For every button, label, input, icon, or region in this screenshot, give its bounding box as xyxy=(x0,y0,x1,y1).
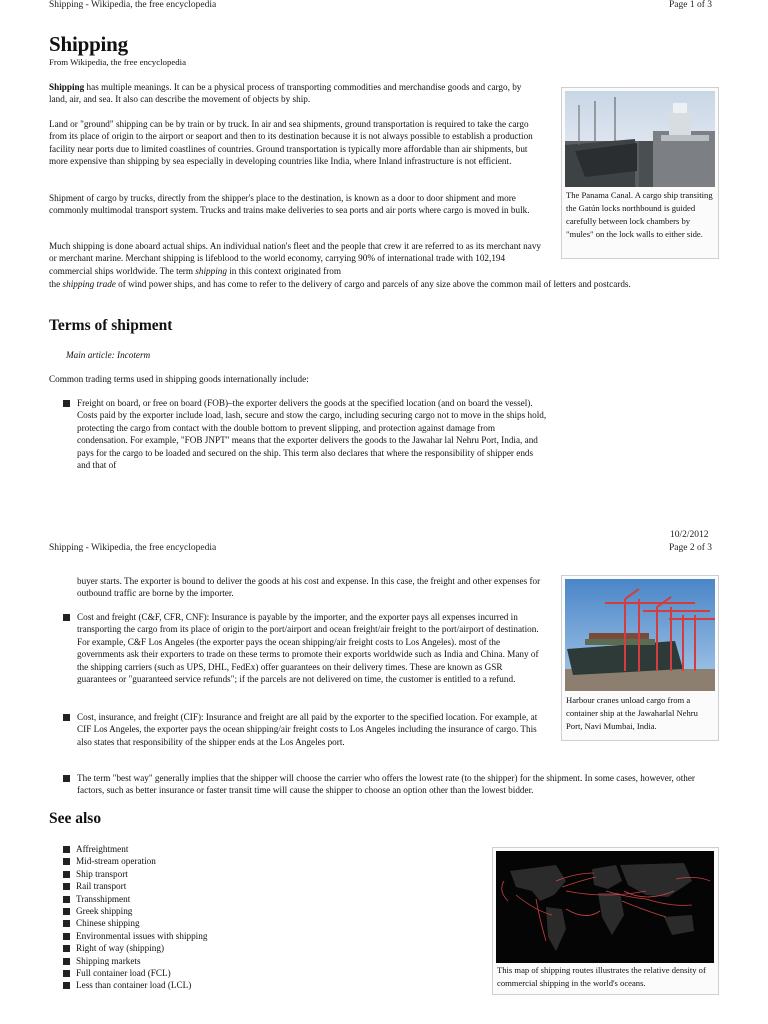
harbour-cranes-caption: Harbour cranes unload cargo from a container ship at the Jawaharlal Nehru Port, Navi Mumbai, India. xyxy=(566,695,698,731)
see-also-item[interactable]: Ship transport xyxy=(63,868,323,880)
ships-text-c: the xyxy=(49,279,63,289)
print-page-number-p2: Page 2 of 3 xyxy=(669,543,713,553)
best-way-item: The term "best way" generally implies that the shipper will choose the carrier who offers the lowest rate (to the shipper) for the shipment. In some cases, however, other factors, such as better insurance or faster transit time will cause the shipper to choose an option other than the lowest bidder. xyxy=(77,773,695,796)
shipping-routes-map xyxy=(496,851,714,963)
fob-item: Freight on board, or free on board (FOB)–the exporter delivers the goods at the specified location (and on board the vessel). Costs paid by the exporter include load, lash, secure and stow the cargo, including securing cargo not to move in the ships hold, protecting the cargo from contact with the double bottom to prevent slipping, and protection against damage from condensation. For example, "FOB JNPT" means that the exporter delivers the goods to the Jawahar lal Nehru Port, India, and pays for the cargo to be loaded and secured on the ship. This term also declares that where the responsibility of shipper ends and that of xyxy=(77,398,547,471)
see-also-item[interactable]: Affreightment xyxy=(63,843,323,855)
terms-heading: Terms of shipment xyxy=(49,317,173,334)
see-also-item[interactable]: Full container load (FCL) xyxy=(63,967,323,979)
see-also-item[interactable]: Mid-stream operation xyxy=(63,855,323,867)
bullet-marker xyxy=(63,714,70,721)
panama-canal-caption: The Panama Canal. A cargo ship transiting the Gatún locks northbound is guided carefully between lock chambers by "mules" on the lock walls to either side. xyxy=(566,190,713,239)
see-also-item[interactable]: Right of way (shipping) xyxy=(63,942,323,954)
print-header-title-p2: Shipping - Wikipedia, the free encyclopedia xyxy=(49,543,217,553)
see-also-heading: See also xyxy=(49,810,102,827)
ships-italic-term2: shipping trade xyxy=(62,279,116,289)
ships-paragraph xyxy=(49,240,546,277)
ships-italic-term: shipping xyxy=(195,265,227,276)
bullet-marker xyxy=(63,400,70,407)
page-title: Shipping xyxy=(49,32,128,56)
see-also-item[interactable]: Less than container load (LCL) xyxy=(63,979,323,991)
bullet-marker xyxy=(63,614,70,621)
intro-bold-term: Shipping xyxy=(49,82,85,92)
ships-text-b: in this context originated from xyxy=(226,265,342,276)
intro-text: has multiple meanings. It can be a physical process of transporting commodities and merchandise goods and cargo, by land, air, and sea. It also can describe the movement of objects by ship. xyxy=(49,82,522,105)
ships-text-a: Much shipping is done aboard actual ships. An individual nation's fleet and the people that crew it are referred to as its merchant navy or merchant marine. Merchant shipping is lifeblood to the world economy, carrying 90% of international trade with 102,194 commercial ships worldwide. The term xyxy=(49,241,542,276)
see-also-item[interactable]: Environmental issues with shipping xyxy=(63,930,323,942)
cif-item: Cost, insurance, and freight (CIF): Insurance and freight are all paid by the exporter to the specified location. For example, at CIF Los Angeles, the exporter pays the ocean shipping/air freight costs to Los Angeles including the insurance of cargo. This also states that responsibility of the shipper ends at the Los Angeles port. xyxy=(77,712,538,747)
see-also-item[interactable]: Transshipment xyxy=(63,893,323,905)
see-also-item[interactable]: Chinese shipping xyxy=(63,917,323,929)
harbour-cranes-image xyxy=(565,579,715,691)
cf-item: Cost and freight (C&F, CFR, CNF): Insurance is payable by the importer, and the exporter pays all expenses incurred in transporting the cargo from its place of origin to the port/airport and ocean freight/air freight to the port/airport of destination. For example, C&F Los Angeles (the exporter pays the ocean shipping/air freight costs to Los Angeles). most of the governments ask their exporters to trade on these terms to promote their exports worldwide such as India and China. Many of the shipping carriers (such as UPS, DHL, FedEx) offer guarantees on their delivery times. These are known as GSR guarantees or "guaranteed service refunds"; if the parcels are not delivered on time, the customer is entitled to a refund. xyxy=(77,612,539,685)
intro-paragraph xyxy=(49,81,539,106)
panama-canal-figure xyxy=(561,87,719,259)
fob-item-cont: buyer starts. The exporter is bound to deliver the goods at his cost and expense. In this case, the freight and other expenses for outbound traffic are borne by the importer. xyxy=(77,576,541,599)
panama-canal-image xyxy=(565,91,715,187)
bullet-marker xyxy=(63,775,70,782)
see-also-item[interactable]: Shipping markets xyxy=(63,955,323,967)
terms-intro: Common trading terms used in shipping goods internationally include: xyxy=(49,374,309,384)
see-also-item[interactable]: Rail transport xyxy=(63,880,323,892)
print-page-number: Page 1 of 3 xyxy=(669,0,713,10)
shipping-routes-figure xyxy=(492,847,719,995)
shipping-routes-caption: This map of shipping routes illustrates the relative density of commercial shipping in the world's oceans. xyxy=(497,965,706,988)
ground-shipping-paragraph: Land or "ground" shipping can be by train or by truck. In air and sea shipments, ground transportation is required to take the cargo from its place of origin to the airport or seaport and then to its destination because it is not always possible to establish a production facility near ports due to limited coastlines of countries. Ground transportation is typically more affordable than air shipments, but more expensive than shipping by sea especially in developing countries like India, where Inland infrastructure is not efficient. xyxy=(49,119,533,167)
print-date: 10/2/2012 xyxy=(670,530,709,540)
page-subtitle: From Wikipedia, the free encyclopedia xyxy=(49,57,187,67)
main-article-link[interactable]: Main article: Incoterm xyxy=(66,350,151,360)
ships-paragraph-cont xyxy=(49,278,709,290)
see-also-list xyxy=(63,843,323,992)
see-also-item[interactable]: Greek shipping xyxy=(63,905,323,917)
print-header-title: Shipping - Wikipedia, the free encyclopedia xyxy=(49,0,217,10)
harbour-cranes-figure xyxy=(561,575,719,741)
ships-text-d: of wind power ships, and has come to refer to the delivery of cargo and parcels of any size above the common mail of letters and postcards. xyxy=(115,279,631,289)
trucks-paragraph: Shipment of cargo by trucks, directly from the shipper's place to the destination, is known as a door to door shipment and more commonly multimodal transport system. Trucks and trains make deliveries to sea ports and air ports where cargo is moved in bulk. xyxy=(49,193,530,216)
